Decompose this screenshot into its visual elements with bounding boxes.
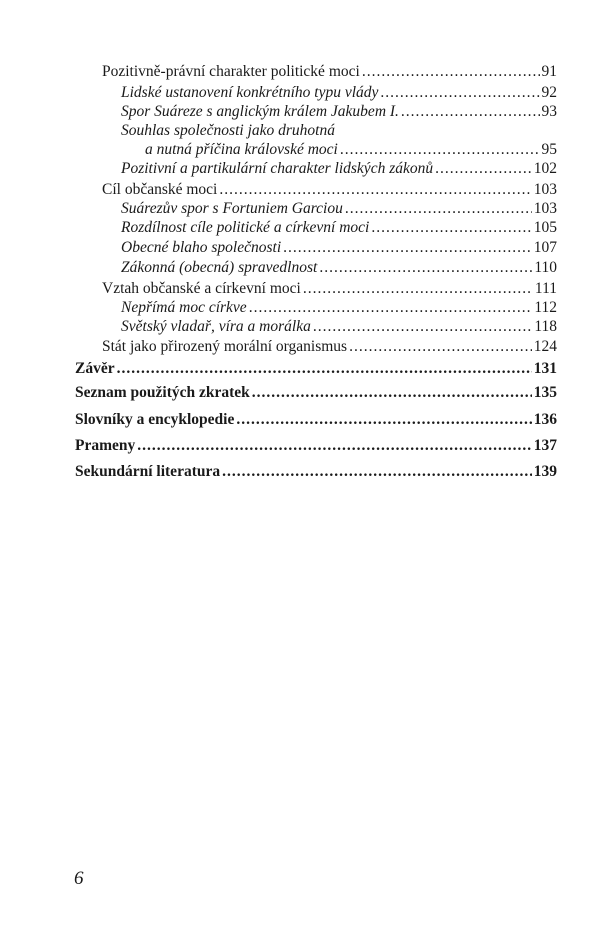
toc-entry-title: Cíl občanské moci	[102, 181, 218, 198]
toc-entry	[121, 317, 557, 337]
toc-entry-title: Spor Suáreze s anglickým králem Jakubem I.	[121, 103, 399, 120]
toc-dot-leader	[219, 180, 531, 200]
toc-entry-title: Nepřímá moc církve	[121, 299, 247, 316]
toc-entry-page: 105	[533, 219, 557, 236]
toc-dot-leader	[345, 199, 532, 219]
toc-entry	[121, 159, 557, 179]
toc-dot-leader	[249, 298, 533, 318]
toc-entry-page: 110	[534, 259, 557, 276]
toc-entry-title: Vztah občanské a církevní moci	[102, 280, 301, 297]
toc-entry	[121, 238, 557, 258]
toc-entry-title: Seznam použitých zkratek	[75, 384, 250, 401]
toc-entry-title: Prameny	[75, 437, 136, 454]
toc-entry	[102, 279, 557, 299]
toc-entry-title: Lidské ustanovení konkrétního typu vlády	[121, 84, 379, 101]
toc-dot-leader	[340, 140, 540, 160]
toc-entry-page: 93	[541, 103, 557, 120]
toc-entry-title: Souhlas společnosti jako druhotná	[121, 122, 335, 139]
toc-entry	[121, 199, 557, 219]
toc-entry-title: Zákonná (obecná) spravedlnost	[121, 259, 318, 276]
toc-entry-title: Pozitivně-právní charakter politické moci	[102, 63, 360, 80]
toc-entry	[75, 462, 557, 482]
toc-entry-title: Slovníky a encyklopedie	[75, 411, 235, 428]
toc-entry	[102, 337, 557, 357]
toc-dot-leader	[435, 159, 532, 179]
toc-entry	[121, 102, 557, 122]
toc-entry-page: 136	[533, 411, 557, 428]
toc-entry-page: 137	[533, 437, 557, 454]
toc-dot-leader	[401, 102, 540, 122]
toc-entry-page: 103	[533, 200, 557, 217]
toc-entry	[121, 83, 557, 103]
toc-entry	[145, 140, 557, 160]
toc-dot-leader	[236, 410, 531, 430]
toc-entry-title: Suárezův spor s Fortuniem Garciou	[121, 200, 343, 217]
toc-dot-leader	[319, 258, 532, 278]
toc-entry-page: 102	[533, 160, 557, 177]
toc-entry	[102, 180, 557, 200]
toc-entry-page: 111	[534, 280, 557, 297]
toc-dot-leader	[303, 279, 533, 299]
toc-dot-leader	[362, 62, 540, 82]
toc-dot-leader	[380, 83, 539, 103]
toc-dot-leader	[117, 359, 532, 379]
toc-entry-page: 135	[533, 384, 557, 401]
toc-entry	[75, 383, 557, 403]
toc-entry-page: 91	[541, 63, 557, 80]
toc-entry-title: Světský vladař, víra a morálka	[121, 318, 311, 335]
toc-entry	[75, 436, 557, 456]
toc-dot-leader	[349, 337, 532, 357]
toc-dot-leader	[283, 238, 532, 258]
toc-entry-page: 124	[533, 338, 557, 355]
toc-entry-title: Obecné blaho společnosti	[121, 239, 282, 256]
toc-dot-leader	[222, 462, 532, 482]
toc-entry-page: 118	[534, 318, 557, 335]
toc-entry-page: 107	[533, 239, 557, 256]
toc-entry-title: a nutná příčina královské moci	[145, 141, 338, 158]
toc-entry	[121, 121, 557, 141]
toc-entry-page: 131	[533, 360, 557, 377]
toc-dot-leader	[252, 383, 532, 403]
toc-entry-title: Stát jako přirozený morální organismus	[102, 338, 348, 355]
toc-entry-title: Závěr	[75, 360, 115, 377]
toc-entry-page: 139	[533, 463, 557, 480]
toc-entry-page: 92	[541, 84, 557, 101]
toc-entry-page: 112	[534, 299, 557, 316]
toc-dot-leader	[313, 317, 532, 337]
toc-entry	[121, 258, 557, 278]
toc-dot-leader	[137, 436, 531, 456]
toc-entry-title: Sekundární literatura	[75, 463, 221, 480]
toc-entry	[121, 218, 557, 238]
toc-entry	[75, 359, 557, 379]
page-number: 6	[74, 868, 84, 889]
toc-entry-page: 103	[533, 181, 557, 198]
toc-entry	[75, 410, 557, 430]
toc-entry	[121, 298, 557, 318]
toc-entry-title: Rozdílnost cíle politické a církevní moci	[121, 219, 370, 236]
toc-entry	[102, 62, 557, 82]
toc-entry-title: Pozitivní a partikulární charakter lidských zákonů	[121, 160, 434, 177]
toc-entry-page: 95	[541, 141, 557, 158]
toc-dot-leader	[371, 218, 531, 238]
